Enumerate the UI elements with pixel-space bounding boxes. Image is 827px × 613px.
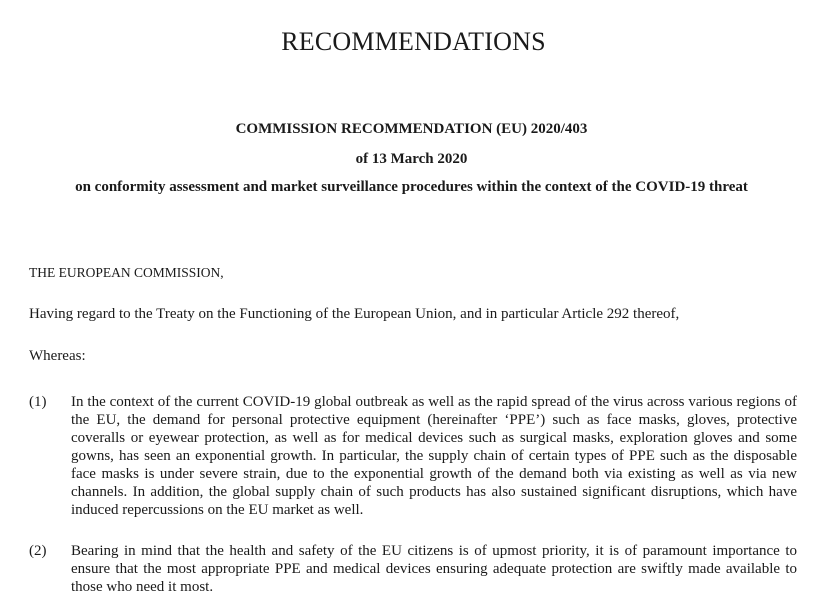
recital-number: (2) [29,543,47,559]
legal-basis: Having regard to the Treaty on the Functioning of the European Union, and in particular Article 292 thereof, [29,306,680,322]
whereas-label: Whereas: [29,348,86,364]
recital-text: Bearing in mind that the health and safety of the EU citizens is of upmost priority, it is of paramount importance to ensure that the most appropriate PPE and medical devices ensuring adequate protection are swiftly made available to those who need it most. [71,543,797,595]
act-date: of 13 March 2020 [355,151,468,167]
recital-text: In the context of the current COVID-19 global outbreak as well as the rapid spread of the virus across various regions of the EU, the demand for personal protective equipment (hereinafter ‘PPE’) such as face masks, gloves, protective coveralls or eyewear protection, as well as for medical devices such as surgical masks, exploration gloves and some gowns, has seen an exponential growth. In particular, the supply chain of certain types of PPE such as the disposable face masks is under severe strain, due to the exponential growth of the demand both via existing as well as via new channels. In addition, the global supply chain of such products has also sustained significant disruptions, which have induced repercussions on the EU market as well. [71,394,797,518]
issuing-institution: THE EUROPEAN COMMISSION, [29,265,224,280]
recital-number: (1) [29,394,47,410]
act-title: COMMISSION RECOMMENDATION (EU) 2020/403 [235,121,588,137]
section-heading: RECOMMENDATIONS [281,27,546,56]
act-subject: on conformity assessment and market surveillance procedures within the context of the COVID-19 threat [75,179,748,195]
